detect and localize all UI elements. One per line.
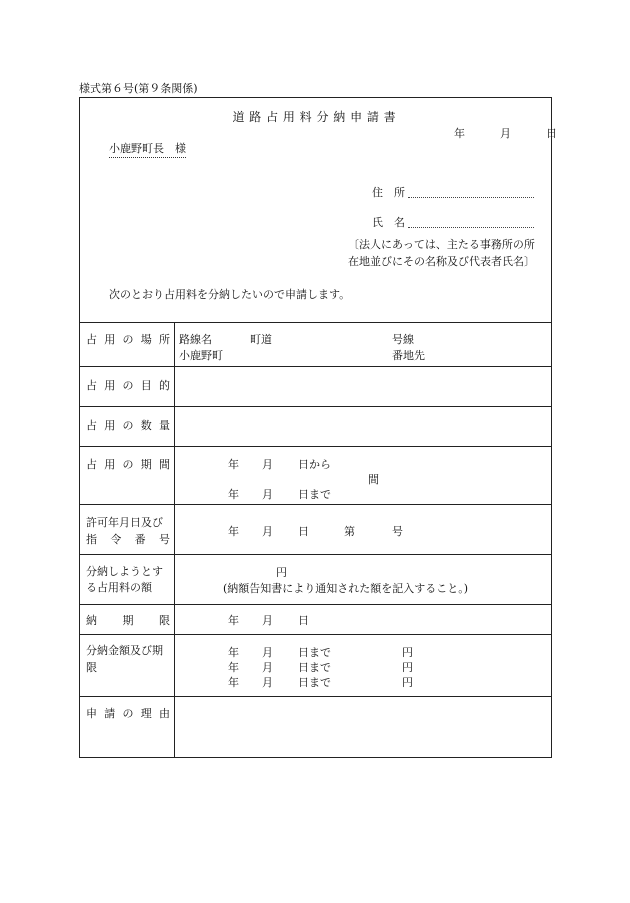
date-day: 日 [546,127,557,140]
permit-dai: 第 [344,525,355,538]
installment-3-until: 日まで [298,676,331,689]
amount-label-line1: 分納しようとす [86,565,163,578]
name-field[interactable] [408,227,534,228]
application-form [79,97,557,758]
installment-1-year: 年 [228,646,239,659]
deadline-label: 納 期 限 [86,614,170,627]
permit-go: 号 [392,525,403,538]
date-month: 月 [500,127,511,140]
permit-label-line1: 許可年月日及び [86,516,163,529]
row-divider [80,696,551,697]
corporate-note-line1: 〔法人にあっては、主たる事務所の所 [348,238,535,251]
installment-2-until: 日まで [298,661,331,674]
route-name-label: 路線名 [179,333,212,346]
period-label: 占 用 の 期 間 [86,458,170,471]
address-field[interactable] [408,197,534,198]
addressee: 小鹿野町長 様 [109,140,186,158]
deadline-day: 日 [298,614,309,627]
permit-year: 年 [228,525,239,538]
form-number: 様式第６号(第９条関係) [79,82,198,95]
period-from-month: 月 [262,458,273,471]
period-from-day: 日から [298,458,331,471]
installment-3-year: 年 [228,676,239,689]
installment-2-month: 月 [262,661,273,674]
date-year: 年 [454,127,465,140]
request-text: 次のとおり占用料を分納したいので申請します。 [109,288,351,301]
purpose-label: 占 用 の 目 的 [86,379,170,392]
period-to-year: 年 [228,488,239,501]
row-divider [80,366,551,367]
location-label: 占 用 の 場 所 [86,333,170,346]
amount-yen: 円 [276,566,287,579]
purpose-field[interactable] [176,368,548,404]
amount-note: (納額告知書により通知された額を記入すること。) [223,582,469,595]
deadline-month: 月 [262,614,273,627]
period-duration: 間 [368,473,379,486]
installment-3-yen: 円 [402,676,413,689]
table-top-border [80,322,551,323]
installment-1-yen: 円 [402,646,413,659]
reason-label: 申 請 の 理 由 [86,707,170,720]
period-from-year: 年 [228,458,239,471]
town-road-label: 町道 [250,333,272,346]
installment-3-month: 月 [262,676,273,689]
corporate-note-line2: 在地並びにその名称及び代表者氏名〕 [348,255,535,268]
date-line [454,125,557,141]
column-divider [174,322,175,757]
address-label: 住 所 [372,186,405,199]
lot-number-label: 番地先 [392,349,425,362]
installments-label: 分納金額及び期限 [86,644,163,674]
amount-label-line2: る占用料の額 [86,581,152,594]
row-divider [80,406,551,407]
form-title: 道路占用料分納申請書 [232,110,401,124]
permit-day: 日 [298,525,309,538]
installment-2-year: 年 [228,661,239,674]
permit-label-line2: 指 令 番 号 [86,533,170,546]
period-to-day: 日まで [298,488,331,501]
quantity-field[interactable] [176,408,548,444]
row-divider [80,634,551,635]
installment-1-until: 日まで [298,646,331,659]
name-label: 氏 名 [372,216,405,229]
deadline-year: 年 [228,614,239,627]
route-number-label: 号線 [392,333,414,346]
row-divider [80,604,551,605]
installment-1-month: 月 [262,646,273,659]
installment-2-yen: 円 [402,661,413,674]
period-to-month: 月 [262,488,273,501]
row-divider [80,446,551,447]
town-label: 小鹿野町 [179,349,223,362]
quantity-label: 占 用 の 数 量 [86,419,170,432]
row-divider [80,554,551,555]
row-divider [80,504,551,505]
reason-field[interactable] [176,698,548,754]
permit-month: 月 [262,525,273,538]
